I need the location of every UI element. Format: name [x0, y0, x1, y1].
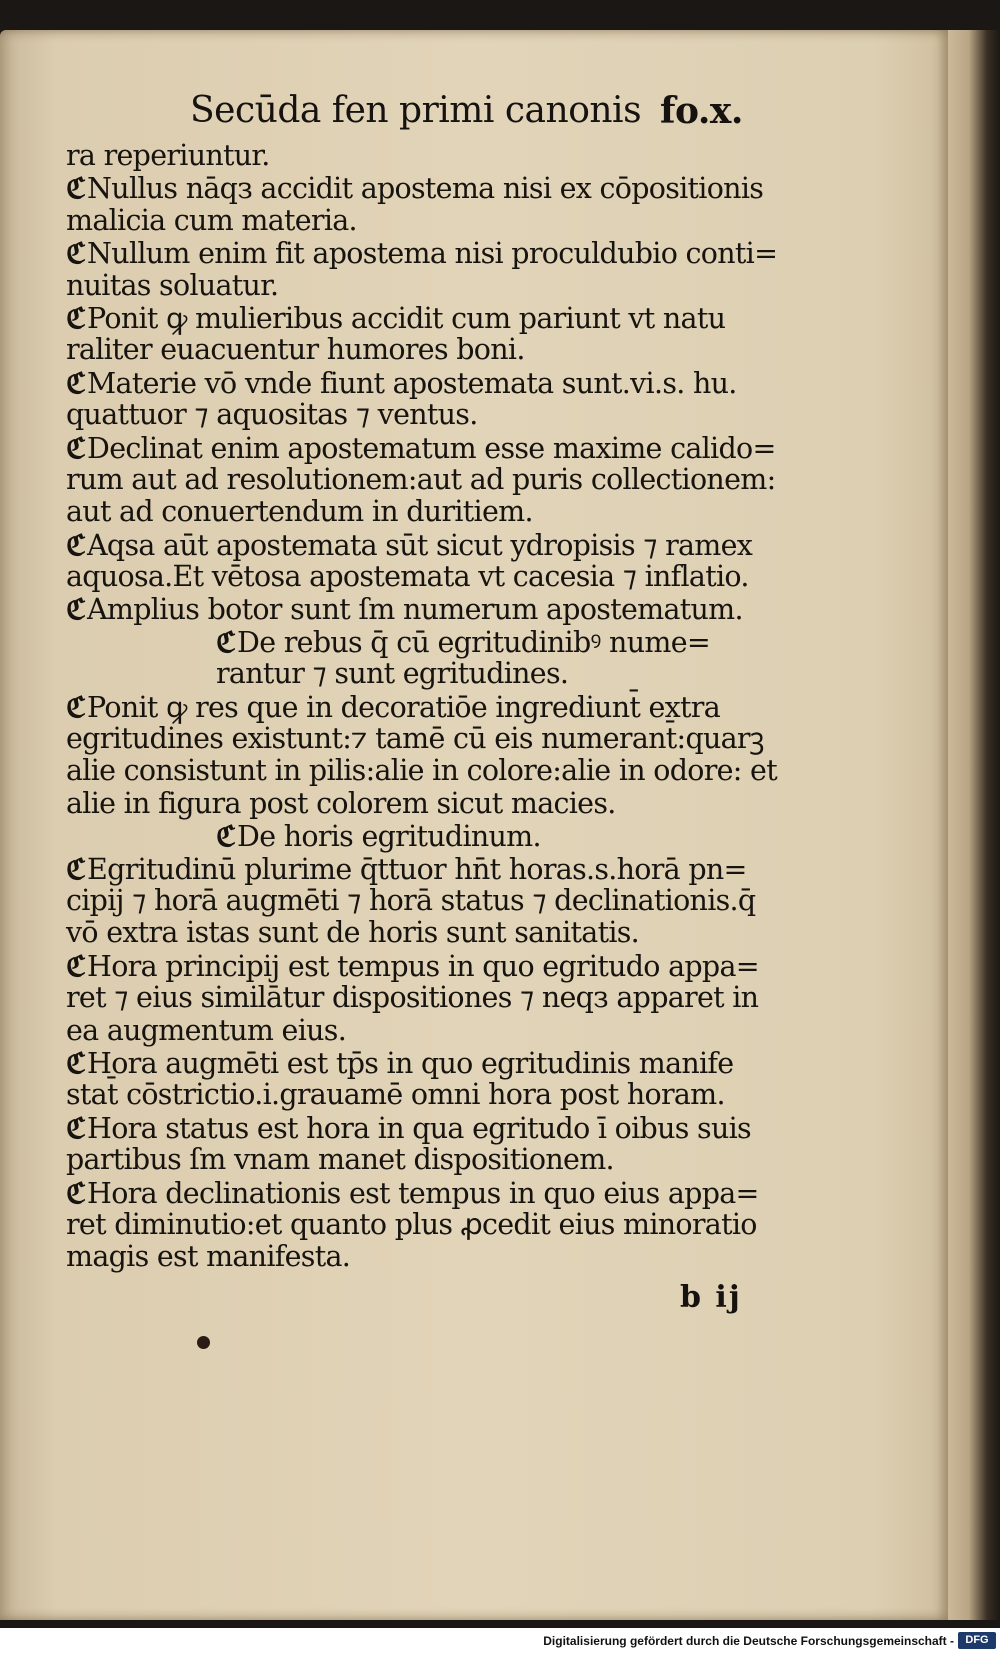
paragraph-mark-icon: ℭ	[66, 851, 84, 886]
text-line	[66, 237, 826, 269]
page-header	[190, 90, 790, 140]
text-line	[66, 140, 826, 172]
line-text: ea augmentum eius.	[66, 1013, 347, 1047]
line-text: De rebus q̄ cū egritudinibꝰ nume=	[237, 625, 711, 659]
text-line	[66, 982, 826, 1014]
text-line	[66, 950, 826, 982]
signature-mark: b ij	[680, 1280, 742, 1315]
paragraph-mark-icon: ℭ	[216, 819, 234, 854]
text-line	[66, 1177, 826, 1209]
text-line	[66, 1209, 826, 1241]
paragraph-mark-icon: ℭ	[66, 171, 84, 206]
line-text: rantur ⁊ sunt egritudines.	[216, 657, 569, 691]
paragraph-mark-icon: ℭ	[66, 236, 84, 271]
line-text: ret ⁊ eius similātur dispositiones ⁊ neqз apparet in	[66, 981, 759, 1015]
line-text: raliter euacuentur humores boni.	[66, 333, 525, 367]
line-text: Materie vō vnde fiunt apostemata sunt.vi.s. hu.	[87, 366, 737, 400]
text-line	[66, 1144, 826, 1176]
line-text: Nullus nāqз accidit apostema nisi ex cōpositionis	[87, 172, 764, 206]
text-line	[66, 367, 826, 399]
running-title: Secūda fen primi canonis	[190, 90, 642, 131]
dfg-logo: DFG	[958, 1632, 996, 1649]
line-text: De horis egritudinum.	[237, 820, 541, 854]
text-line	[66, 755, 826, 787]
text-line	[66, 432, 826, 464]
paragraph-mark-icon: ℭ	[66, 1045, 84, 1080]
paragraph-mark-icon: ℭ	[66, 527, 84, 562]
text-line	[66, 1047, 826, 1079]
line-text: Hora declinationis est tempus in quo eius appa=	[87, 1176, 759, 1210]
line-text: Amplius botor sunt ſm numerum apostematum.	[87, 593, 743, 627]
line-text: aut ad conuertendum in duritiem.	[66, 495, 533, 529]
line-text: partibus ſm vnam manet dispositionem.	[66, 1143, 614, 1177]
paragraph-mark-icon: ℭ	[66, 948, 84, 983]
text-line	[66, 561, 826, 593]
line-text: Nullum enim fit apostema nisi proculdubio conti=	[87, 237, 778, 271]
line-text: alie in figura post colorem sicut macies.	[66, 786, 616, 820]
text-line	[66, 820, 826, 852]
paragraph-mark-icon: ℭ	[66, 689, 84, 724]
text-line	[66, 1241, 826, 1273]
text-line	[66, 1079, 826, 1111]
page-edge	[948, 30, 1000, 1620]
paragraph-mark-icon: ℭ	[66, 1175, 84, 1210]
line-text: Ponit ꝙ res que in decoratiōe ingrediunt̄ extra	[87, 690, 720, 724]
text-line	[66, 270, 826, 302]
text-line	[66, 885, 826, 917]
text-line	[66, 464, 826, 496]
line-text: ret diminutio:et quanto plus ꝓcedit eius minoratio	[66, 1207, 757, 1241]
text-line	[66, 1112, 826, 1144]
text-line	[66, 593, 826, 625]
line-text: Aqsa aūt apostemata sūt sicut ydropisis ⁊ ramex	[87, 528, 753, 562]
line-text: Hora status est hora in qua egritudo ī oibus suis	[87, 1111, 751, 1145]
line-text: malicia cum materia.	[66, 203, 357, 237]
paragraph-mark-icon: ℭ	[66, 300, 84, 335]
text-line	[66, 334, 826, 366]
line-text: Hora augmēti est tp̄s in quo egritudinis manife	[87, 1046, 734, 1080]
line-text: egritudines existunt:⁊ tamē cū eis numerant̄:quarꝫ	[66, 722, 764, 756]
line-text: vō extra istas sunt de horis sunt sanitatis.	[66, 916, 640, 950]
line-text: stat̄ cōstrictio.i.grauamē omni hora post horam.	[66, 1078, 725, 1112]
line-text: Declinat enim apostematum esse maxime calido=	[87, 431, 776, 465]
paragraph-mark-icon: ℭ	[66, 592, 84, 627]
text-line	[66, 399, 826, 431]
text-line	[66, 626, 826, 658]
line-text: magis est manifesta.	[66, 1240, 351, 1274]
line-text: aquosa.Et vētosa apostemata vt cacesia ⁊ inflatio.	[66, 560, 749, 594]
line-text: ra reperiuntur.	[66, 139, 270, 172]
text-line	[66, 917, 826, 949]
digitization-footer	[0, 1628, 1000, 1654]
text-line	[66, 788, 826, 820]
line-text: cipij ⁊ horā augmēti ⁊ horā status ⁊ declinationis.q̄	[66, 883, 756, 917]
folio-number: fo.x.	[660, 90, 743, 132]
text-line	[66, 723, 826, 755]
text-line	[66, 172, 826, 204]
paragraph-mark-icon: ℭ	[216, 624, 234, 659]
text-line	[66, 529, 826, 561]
text-line	[66, 1015, 826, 1047]
line-text: Egritudinū plurime q̄ttuor hn̄t horas.s.horā pn=	[87, 852, 747, 886]
line-text: rum aut ad resolutionem:aut ad puris collectionem:	[66, 462, 776, 496]
text-line	[66, 658, 826, 690]
text-line	[66, 691, 826, 723]
line-text: alie consistunt in pilis:alie in colore:alie in odore: et	[66, 754, 777, 788]
paragraph-mark-icon: ℭ	[66, 1110, 84, 1145]
ink-dot	[197, 1336, 210, 1349]
line-text: Ponit ꝙ mulieribus accidit cum pariunt vt natu	[87, 301, 726, 335]
body-text	[66, 140, 826, 1274]
paragraph-mark-icon: ℭ	[66, 365, 84, 400]
line-text: Hora principij est tempus in quo egritudo appa=	[87, 949, 759, 983]
text-line	[66, 205, 826, 237]
text-line	[66, 496, 826, 528]
paragraph-mark-icon: ℭ	[66, 430, 84, 465]
text-line	[66, 853, 826, 885]
funding-credit: Digitalisierung gefördert durch die Deutsche Forschungsgemeinschaft -	[543, 1634, 954, 1648]
text-line	[66, 302, 826, 334]
line-text: nuitas soluatur.	[66, 268, 279, 302]
line-text: quattuor ⁊ aquositas ⁊ ventus.	[66, 398, 478, 432]
